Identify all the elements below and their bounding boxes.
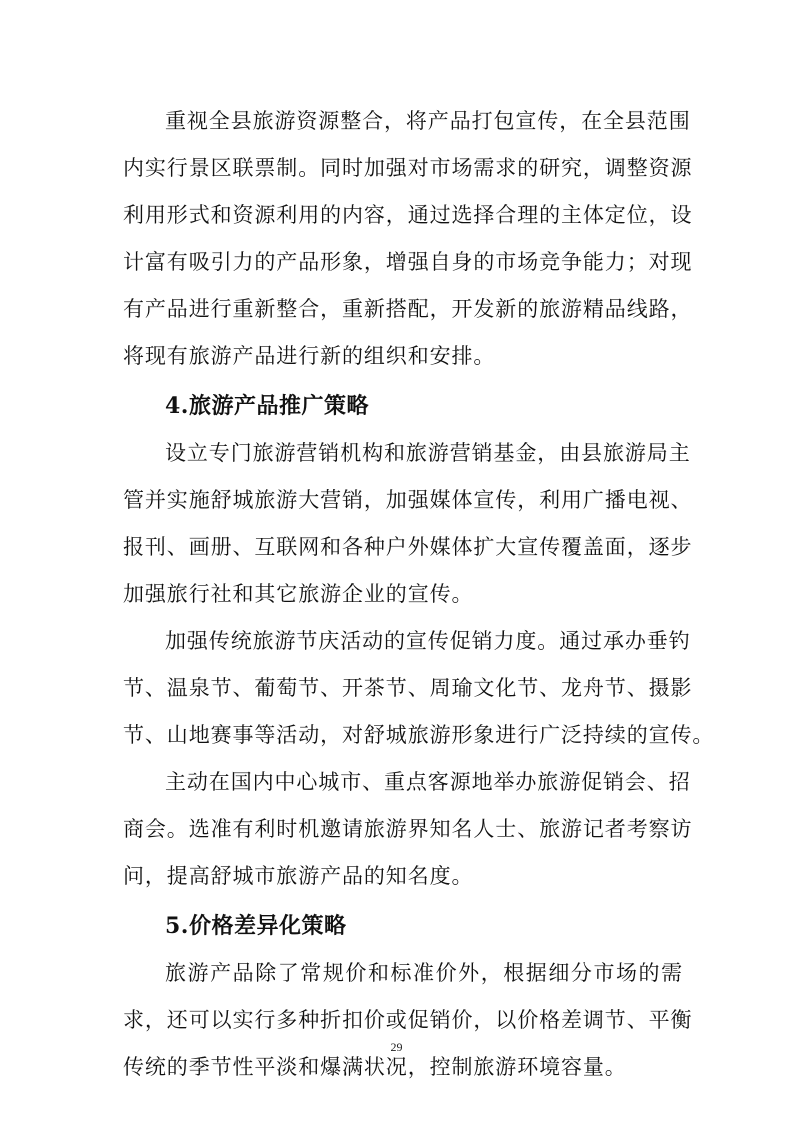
paragraph-line: 利用形式和资源利用的内容，通过选择合理的主体定位，设 [123, 203, 693, 227]
page-number: 29 [390, 1040, 403, 1054]
paragraph-line: 旅游产品除了常规价和标准价外，根据细分市场的需 [165, 961, 683, 985]
section-heading: 5.价格差异化策略 [165, 913, 347, 939]
paragraph-line: 设立专门旅游营销机构和旅游营销基金，由县旅游局主 [165, 441, 691, 465]
paragraph-line: 加强旅行社和其它旅游企业的宣传。 [123, 582, 474, 606]
paragraph-line: 加强传统旅游节庆活动的宣传促销力度。通过承办垂钓 [165, 629, 691, 653]
paragraph-line: 主动在国内中心城市、重点客源地举办旅游促销会、招 [165, 770, 691, 794]
paragraph-line: 报刊、画册、互联网和各种户外媒体扩大宣传覆盖面，逐步 [123, 535, 693, 559]
paragraph-line: 有产品进行重新整合，重新搭配，开发新的旅游精品线路， [123, 297, 693, 321]
paragraph-line: 将现有旅游产品进行新的组织和安排。 [123, 344, 496, 368]
paragraph-line: 求，还可以实行多种折扣价或促销价，以价格差调节、平衡 [123, 1008, 693, 1032]
paragraph-line: 管并实施舒城旅游大营销，加强媒体宣传，利用广播电视、 [123, 488, 693, 512]
section-heading: 4.旅游产品推广策略 [165, 393, 369, 419]
paragraph-line: 重视全县旅游资源整合，将产品打包宣传，在全县范围 [165, 109, 691, 133]
paragraph-line: 问，提高舒城市旅游产品的知名度。 [123, 864, 474, 888]
paragraph-line: 节、山地赛事等活动，对舒城旅游形象进行广泛持续的宣传。 [123, 723, 715, 747]
paragraph-line: 计富有吸引力的产品形象，增强自身的市场竞争能力；对现 [123, 250, 693, 274]
paragraph-line: 内实行景区联票制。同时加强对市场需求的研究，调整资源 [123, 156, 693, 180]
paragraph-line: 商会。选准有利时机邀请旅游界知名人士、旅游记者考察访 [123, 817, 693, 841]
paragraph-line: 传统的季节性平淡和爆满状况，控制旅游环境容量。 [123, 1055, 627, 1079]
paragraph-line: 节、温泉节、葡萄节、开茶节、周瑜文化节、龙舟节、摄影 [123, 676, 693, 700]
